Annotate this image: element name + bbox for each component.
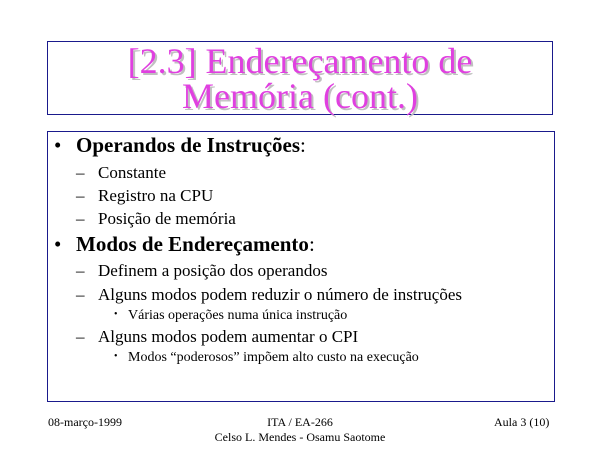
dash-marker: – [76, 163, 85, 182]
subitem-label: Definem a posição dos operandos [98, 261, 328, 280]
slide-title-line-2: Memória (cont.) [182, 76, 418, 116]
bullet-marker: • [54, 232, 62, 256]
bullet-modos [54, 232, 315, 257]
subitem-aumentar [76, 327, 358, 347]
subsubitem-label: Várias operações numa única instrução [128, 308, 348, 323]
dash-marker: – [76, 261, 85, 280]
bullet-operandos [54, 133, 306, 158]
subbullet-marker: • [114, 309, 118, 320]
subitem-label: Posição de memória [98, 209, 236, 228]
dash-marker: – [76, 186, 85, 205]
subitem-registro [76, 186, 213, 206]
bullet-label-operandos: Operandos de Instruções [76, 133, 301, 157]
subitem-constante [76, 163, 166, 183]
dash-marker: – [76, 327, 85, 346]
subitem-definem [76, 261, 327, 281]
subsubitem-varias [114, 308, 347, 324]
subsubitem-label: Modos “poderosos” impõem alto custo na execução [128, 350, 419, 365]
footer-date: 08-março-1999 [48, 415, 122, 429]
subitem-label: Alguns modos podem aumentar o CPI [98, 327, 359, 346]
subitem-posicao [76, 209, 236, 229]
footer-authors: Celso L. Mendes - Osamu Saotome [214, 430, 386, 444]
subitem-reduzir [76, 285, 462, 305]
footer-page-number: Aula 3 (10) [494, 415, 550, 429]
slide-title-line-1: [2.3] Endereçamento de [127, 41, 473, 81]
subitem-label: Alguns modos podem reduzir o número de instruções [98, 285, 463, 304]
slide-body-box [47, 131, 555, 402]
bullet-marker: • [54, 133, 62, 157]
subitem-label: Constante [98, 163, 166, 182]
subsubitem-modos [114, 350, 419, 366]
bullet-label-modos: Modos de Endereçamento [76, 232, 309, 256]
bullet-colon: : [300, 133, 306, 157]
slide-title-box [47, 41, 553, 115]
dash-marker: – [76, 209, 85, 228]
bullet-colon: : [308, 232, 315, 256]
subbullet-marker: • [114, 351, 118, 362]
subitem-label: Registro na CPU [98, 186, 214, 205]
dash-marker: – [76, 285, 85, 304]
footer-course: ITA / EA-266 [267, 415, 333, 429]
